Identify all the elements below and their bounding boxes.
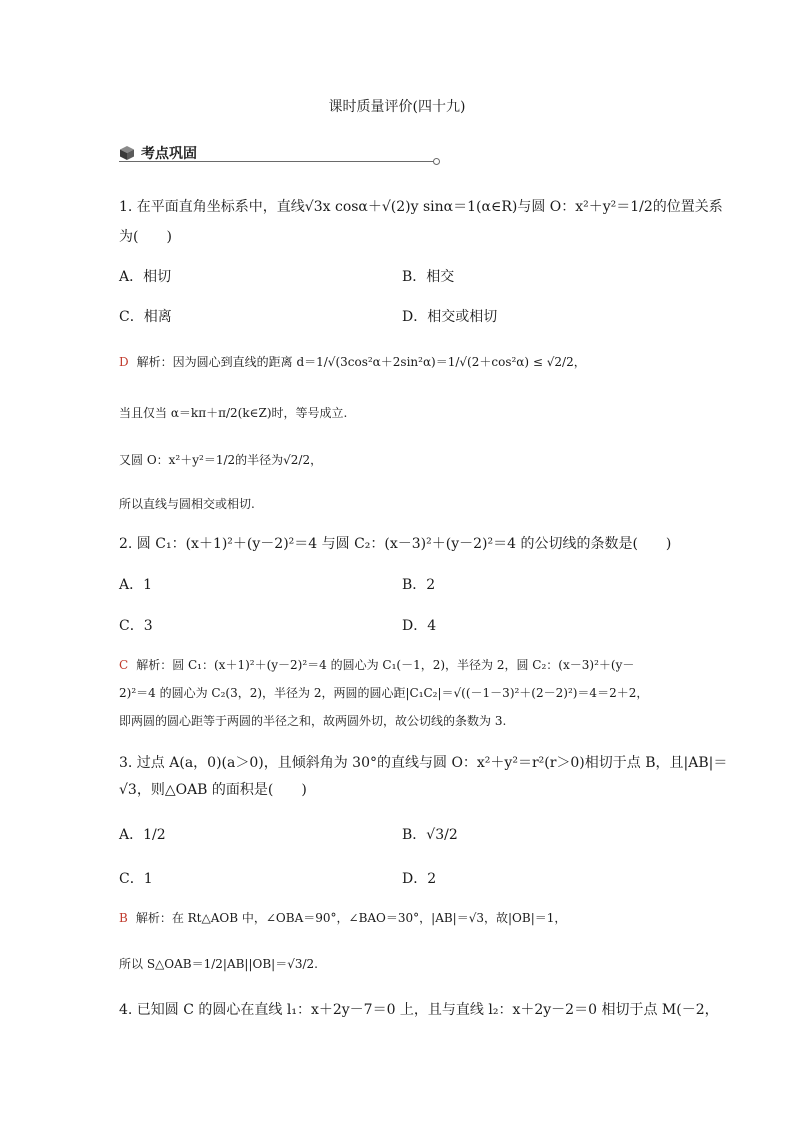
- q3-answer: B: [119, 911, 128, 925]
- cube-icon: [119, 145, 135, 161]
- divider-end-dot: [433, 158, 440, 165]
- q1-option-d: D．相交或相切: [402, 309, 498, 325]
- q1-stem-line-1: 1. 在平面直角坐标系中，直线√3x cosα＋√(2)y sinα＝1(α∈R)与圆 O：x²＋y²＝1/2的位置关系: [119, 199, 723, 215]
- q2-option-d: D．4: [402, 618, 437, 634]
- q2-option-a: A．1: [119, 577, 153, 593]
- q3-stem-line-2: √3，则△OAB 的面积是( ): [119, 782, 307, 798]
- page-title: 课时质量评价(四十九): [328, 99, 466, 115]
- q2-option-b: B．2: [402, 577, 436, 593]
- q1-solution-line-1: [119, 353, 586, 370]
- q3-option-a: A．1/2: [119, 827, 166, 843]
- q3-solution-line-2: 所以 S△OAB＝1/2|AB||OB|＝√3/2.: [119, 957, 318, 971]
- q1-solution-line-2: 当且仅当 α＝kπ＋π/2(k∈Z)时，等号成立.: [119, 406, 348, 420]
- q2-solution-line-3: 即两圆的圆心距等于两圆的半径之和，故两圆外切，故公切线的条数为 3.: [119, 714, 507, 728]
- q1-solution-line-3: 又圆 O：x²＋y²＝1/2的半径为√2/2，: [119, 453, 323, 467]
- q2-stem-line-1: 2. 圆 C₁：(x＋1)²＋(y－2)²＝4 与圆 C₂：(x－3)²＋(y－2)²＝4 的公切线的条数是( ): [119, 536, 672, 552]
- q1-solution-text-1: 解析：因为圆心到直线的距离 d＝1/√(3cos²α＋2sin²α)＝1/√(2＋cos²α) ≤ √2/2，: [136, 355, 586, 369]
- section-title: 考点巩固: [141, 146, 197, 162]
- q3-option-c: C．1: [119, 871, 153, 887]
- q2-solution-line-2: 2)²＝4 的圆心为 C₂(3，2)，半径为 2，两圆的圆心距|C₁C₂|＝√((－1－3)²＋(2－2)²)＝4＝2＋2，: [119, 686, 649, 700]
- q1-solution-line-4: 所以直线与圆相交或相切.: [119, 497, 255, 511]
- q2-solution-line-1: [119, 656, 634, 673]
- q4-stem-line-1: 4. 已知圆 C 的圆心在直线 l₁：x＋2y－7＝0 上，且与直线 l₂：x＋2y－2＝0 相切于点 M(－2，: [119, 1002, 719, 1018]
- q1-answer: D: [119, 355, 129, 369]
- q3-option-b: B．√3/2: [402, 827, 458, 843]
- q2-answer: C: [119, 658, 129, 672]
- q1-option-b: B．相交: [402, 269, 455, 285]
- section-header: [119, 143, 197, 163]
- q1-option-c: C．相离: [119, 309, 172, 325]
- q2-option-c: C．3: [119, 618, 153, 634]
- q2-solution-text-1: 解析：圆 C₁：(x＋1)²＋(y－2)²＝4 的圆心为 C₁(－1，2)，半径为 2，圆 C₂：(x－3)²＋(y－: [136, 658, 635, 672]
- q3-stem-line-1: 3. 过点 A(a，0)(a＞0)，且倾斜角为 30°的直线与圆 O：x²＋y²＝r²(r＞0)相切于点 B，且|AB|＝: [119, 755, 728, 771]
- q3-option-d: D．2: [402, 871, 437, 887]
- q1-option-a: A．相切: [119, 269, 172, 285]
- section-divider: [119, 161, 435, 162]
- q1-stem-line-2: 为( ): [119, 229, 172, 245]
- q3-solution-line-1: [119, 909, 566, 926]
- q3-solution-text-1: 解析：在 Rt△AOB 中，∠OBA＝90°，∠BAO＝30°，|AB|＝√3，故|OB|＝1，: [135, 911, 567, 925]
